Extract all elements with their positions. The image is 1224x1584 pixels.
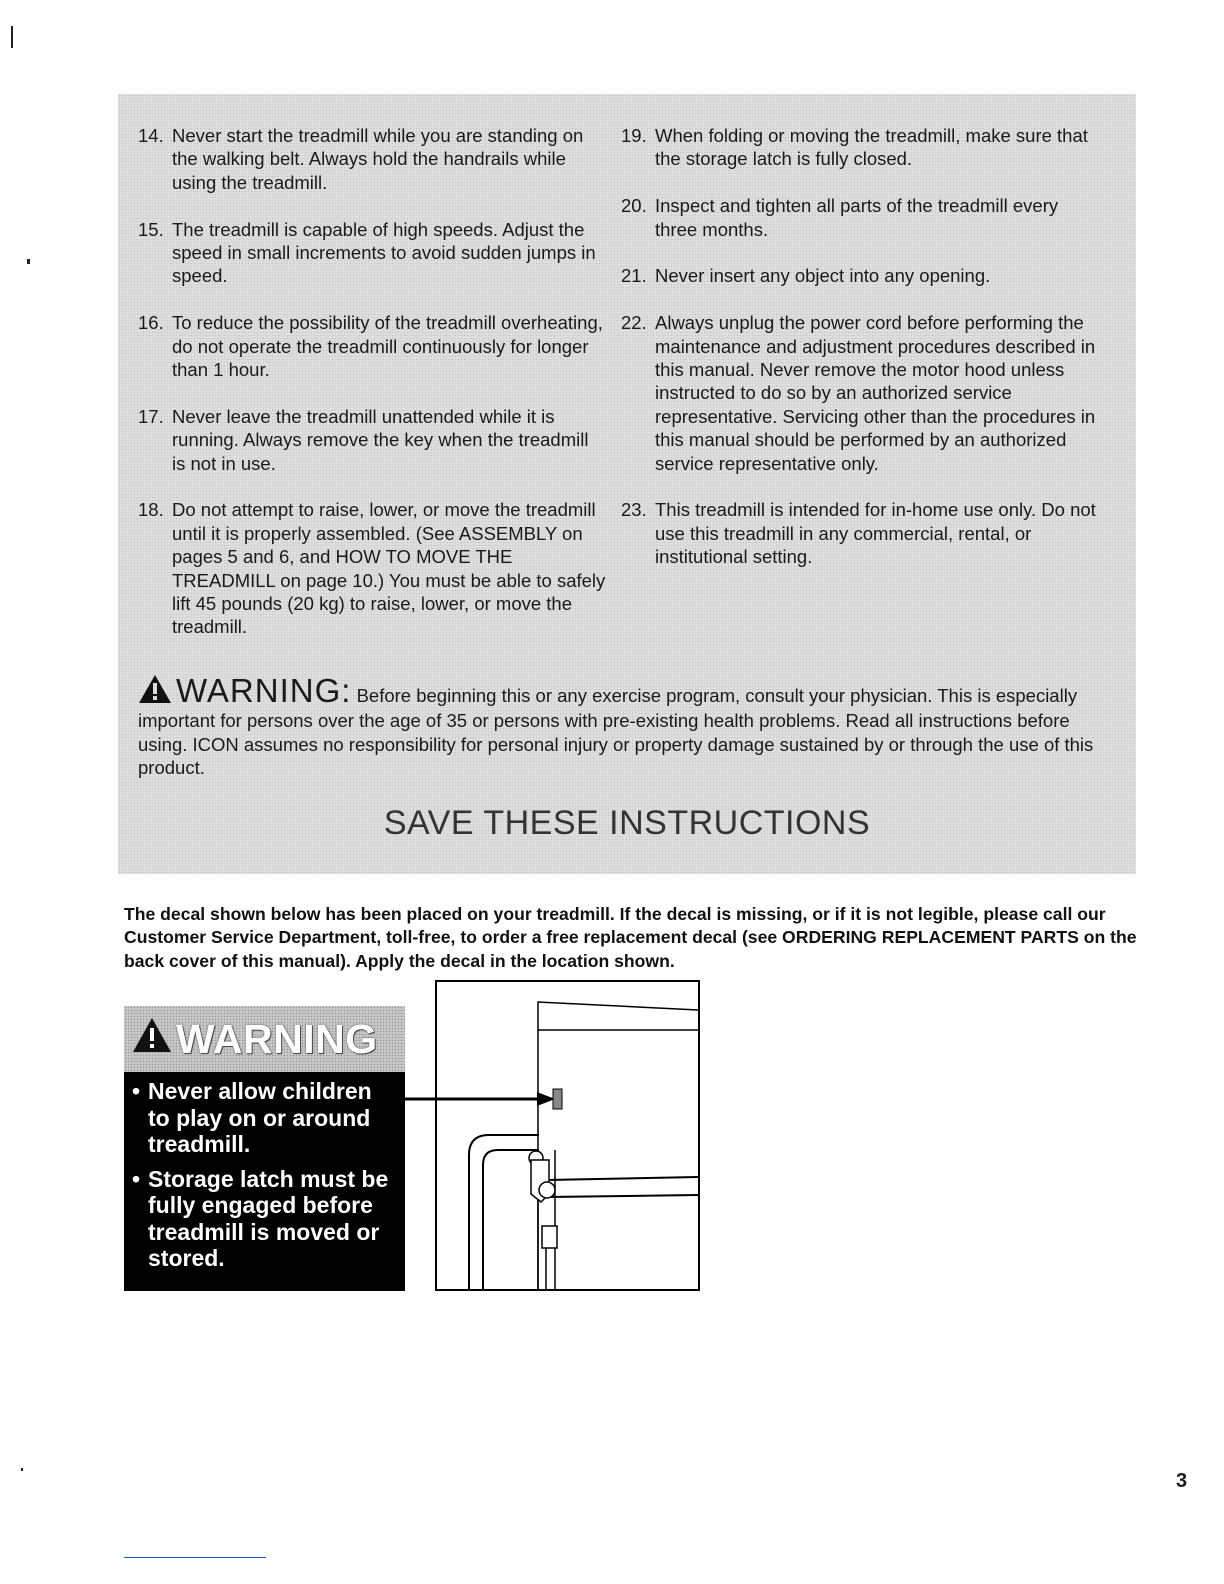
decal-heading-text: WARNING xyxy=(176,1015,378,1062)
item-text: Never insert any object into any opening. xyxy=(655,265,991,287)
bottom-rule xyxy=(124,1557,266,1558)
item-text: This treadmill is intended for in-home use only. Do not use this treadmill in any commercial, rental, or institutional setting. xyxy=(655,499,1096,568)
item-text: When folding or moving the treadmill, make sure that the storage latch is fully closed. xyxy=(655,125,1088,170)
decal-bullet-list xyxy=(124,1078,405,1272)
item-number: 18. xyxy=(138,499,164,521)
warning-text: Before beginning this or any exercise program, consult your physician. This is especially important for persons over the age of 35 or persons with pre-existing health problems. Read all instructions before using. ICON assumes no responsibility for personal injury or property damage sustained by or through the use of this product. xyxy=(138,685,1094,779)
item-text: Never leave the treadmill unattended while it is running. Always remove the key when the treadmill is not in use. xyxy=(172,405,589,474)
safety-instructions-panel xyxy=(118,94,1136,874)
item-number: 15. xyxy=(138,218,164,240)
decal-bullet-text: Never allow children to play on or around treadmill. xyxy=(148,1078,372,1157)
item-text: Always unplug the power cord before performing the maintenance and adjustment procedures described in this manual. Never remove the motor hood unless instructed to do so by an authorized service representative. Servicing other than the procedures in this manual should be performed by an authorized service representative only. xyxy=(655,312,1096,474)
item-number: 20. xyxy=(621,195,647,217)
item-number: 19. xyxy=(621,125,647,146)
safety-list-left xyxy=(138,124,606,662)
bullet-mark: • xyxy=(132,1078,141,1104)
scan-mark xyxy=(11,26,13,48)
scan-mark xyxy=(21,1468,23,1471)
safety-item xyxy=(621,311,1099,475)
item-number: 21. xyxy=(621,265,647,287)
latch-knob xyxy=(539,1182,555,1198)
item-text: The treadmill is capable of high speeds. Adjust the speed in small increments to avoid sudden jumps in speed. xyxy=(172,218,596,287)
item-number: 14. xyxy=(138,125,164,146)
warning-paragraph xyxy=(138,674,1116,780)
item-text: Do not attempt to raise, lower, or move the treadmill until it is properly assembled. (See ASSEMBLY on pages 5 and 6, and HOW TO MOVE THE TREADMILL on page 10.) You must be able to safely lift 45 pounds (20 kg) to raise, lower, or move the treadmill. xyxy=(172,499,606,638)
warning-heading: WARNING: xyxy=(176,672,352,709)
item-text: Inspect and tighten all parts of the treadmill every three months. xyxy=(655,195,1059,240)
safety-list-right xyxy=(621,124,1099,592)
safety-item xyxy=(138,498,606,638)
safety-item xyxy=(621,264,1099,287)
safety-item xyxy=(621,194,1099,241)
safety-item xyxy=(138,124,606,194)
scan-mark xyxy=(27,259,30,264)
crossbar-top xyxy=(547,1177,698,1180)
decal-note: The decal shown below has been placed on your treadmill. If the decal is missing, or if it is not legible, please call our Customer Service Department, toll-free, to order a free replacement decal (see ORDERING REPLACEMENT PARTS on the back cover of this manual). Apply the decal in the location shown. xyxy=(124,904,1137,971)
safety-item xyxy=(621,124,1099,171)
item-text: To reduce the possibility of the treadmill overheating, do not operate the treadmill continuously for longer than 1 hour. xyxy=(172,312,603,381)
treadmill-hood-top xyxy=(538,1002,698,1030)
treadmill-hood-outline xyxy=(538,1030,698,1290)
decal-location-diagram xyxy=(405,980,705,1292)
pointer-arrowhead xyxy=(537,1092,555,1106)
warning-triangle-icon xyxy=(138,674,172,709)
decal-bullet xyxy=(132,1078,399,1158)
decal-bullet-text: Storage latch must be fully engaged before treadmill is moved or stored. xyxy=(148,1165,389,1271)
safety-item xyxy=(138,405,606,475)
warning-decal xyxy=(124,1006,405,1291)
save-instructions-heading: SAVE THESE INSTRUCTIONS xyxy=(383,804,871,842)
item-text: Never start the treadmill while you are standing on the walking belt. Always hold the handrails while using the treadmill. xyxy=(172,125,584,193)
item-number: 23. xyxy=(621,499,647,521)
decal-location-marker xyxy=(553,1089,562,1109)
latch-catch xyxy=(542,1226,557,1248)
decal-bullet xyxy=(132,1166,399,1272)
warning-triangle-icon xyxy=(132,1016,172,1063)
bullet-mark: • xyxy=(132,1165,141,1192)
item-number: 22. xyxy=(621,312,647,334)
decal-heading xyxy=(124,1006,405,1072)
item-number: 17. xyxy=(138,405,164,427)
safety-item xyxy=(621,498,1099,568)
safety-item xyxy=(138,311,606,381)
crossbar-bottom xyxy=(547,1195,698,1197)
safety-item xyxy=(138,218,606,288)
item-number: 16. xyxy=(138,312,164,334)
page-number: 3 xyxy=(1176,1470,1188,1492)
diagram-frame xyxy=(436,981,699,1290)
